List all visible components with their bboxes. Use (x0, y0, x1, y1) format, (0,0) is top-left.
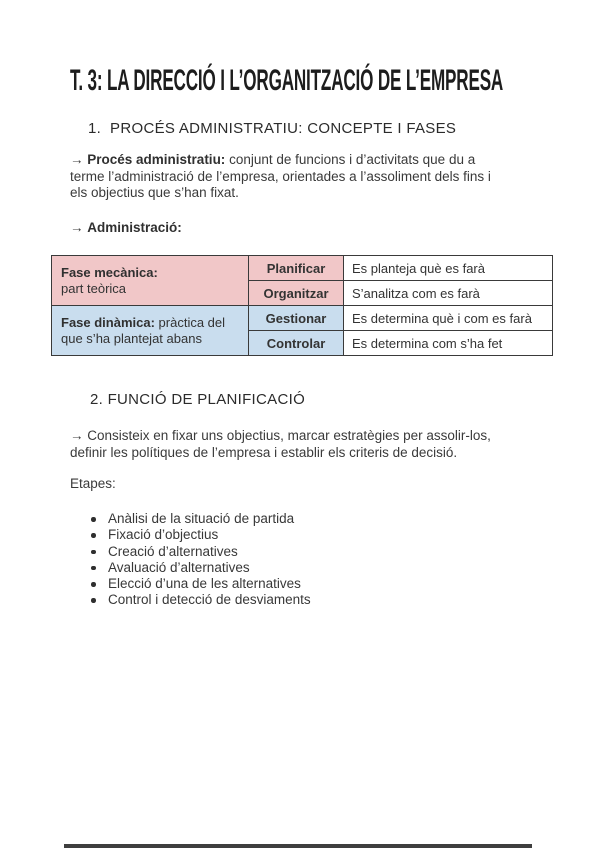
paragraph-line: terme l’administració de l’empresa, orientades a l’assoliment dels fins i (70, 168, 491, 184)
administracio-label (70, 220, 182, 237)
section-2-heading: 2. FUNCIÓ DE PLANIFICACIÓ (90, 391, 306, 408)
fase-dinamica-term: Fase dinàmica: (61, 314, 155, 330)
paragraph-line (70, 152, 491, 169)
fase-mecanica-cell (52, 256, 249, 306)
phase-name-cell: Gestionar (249, 306, 344, 331)
phase-desc-cell: Es determina com s’ha fet (344, 331, 553, 356)
administracio-term: Administració: (87, 220, 182, 235)
fase-dinamica-cell (52, 306, 249, 356)
paragraph-line: → Consisteix en fixar uns objectius, marcar estratègies per assolir-los, (70, 428, 491, 443)
paragraph-text: conjunt de funcions i d’activitats que du a (225, 152, 476, 167)
list-item: Anàlisi de la situació de partida (88, 511, 311, 527)
phase-name-cell: Organitzar (249, 281, 344, 306)
planificacio-paragraph (70, 427, 491, 461)
list-item: Elecció d’una de les alternatives (88, 576, 311, 592)
proces-administratiu-paragraph (70, 152, 491, 202)
section-1-heading: 1. PROCÉS ADMINISTRATIU: CONCEPTE I FASES (88, 120, 457, 137)
etapes-label: Etapes: (70, 476, 116, 491)
phase-name-cell: Controlar (249, 331, 344, 356)
list-item: Fixació d’objectius (88, 527, 311, 543)
fase-mecanica-desc: part teòrica (61, 280, 127, 296)
arrow-glyph: → (70, 152, 88, 167)
fase-dinamica-desc: pràctica del que s’ha plantejat abans (61, 314, 226, 346)
table-row (52, 306, 553, 331)
fase-mecanica-term: Fase mecànica: (61, 264, 158, 280)
list-item: Creació d’alternatives (88, 544, 311, 560)
phase-desc-cell: S’analitza com es farà (344, 281, 553, 306)
phase-name-cell: Planificar (249, 256, 344, 281)
etapes-list (88, 511, 311, 609)
paragraph-line: definir les polítiques de l’empresa i establir els criteris de decisió. (70, 445, 458, 460)
arrow-glyph: → (70, 220, 88, 235)
list-item: Avaluació d’alternatives (88, 560, 311, 576)
next-page-top-edge (64, 844, 532, 848)
phase-desc-cell: Es planteja què es farà (344, 256, 553, 281)
phases-table (51, 255, 553, 356)
phase-desc-cell: Es determina què i com es farà (344, 306, 553, 331)
page-title: T. 3: LA DIRECCIÓ I L’ORGANITZACIÓ DE L’EMPRESA (70, 64, 504, 97)
proces-administratiu-term: Procés administratiu: (87, 152, 226, 167)
list-item: Control i detecció de desviaments (88, 592, 311, 608)
paragraph-line: els objectius que s’han fixat. (70, 185, 239, 200)
table-row (52, 256, 553, 281)
